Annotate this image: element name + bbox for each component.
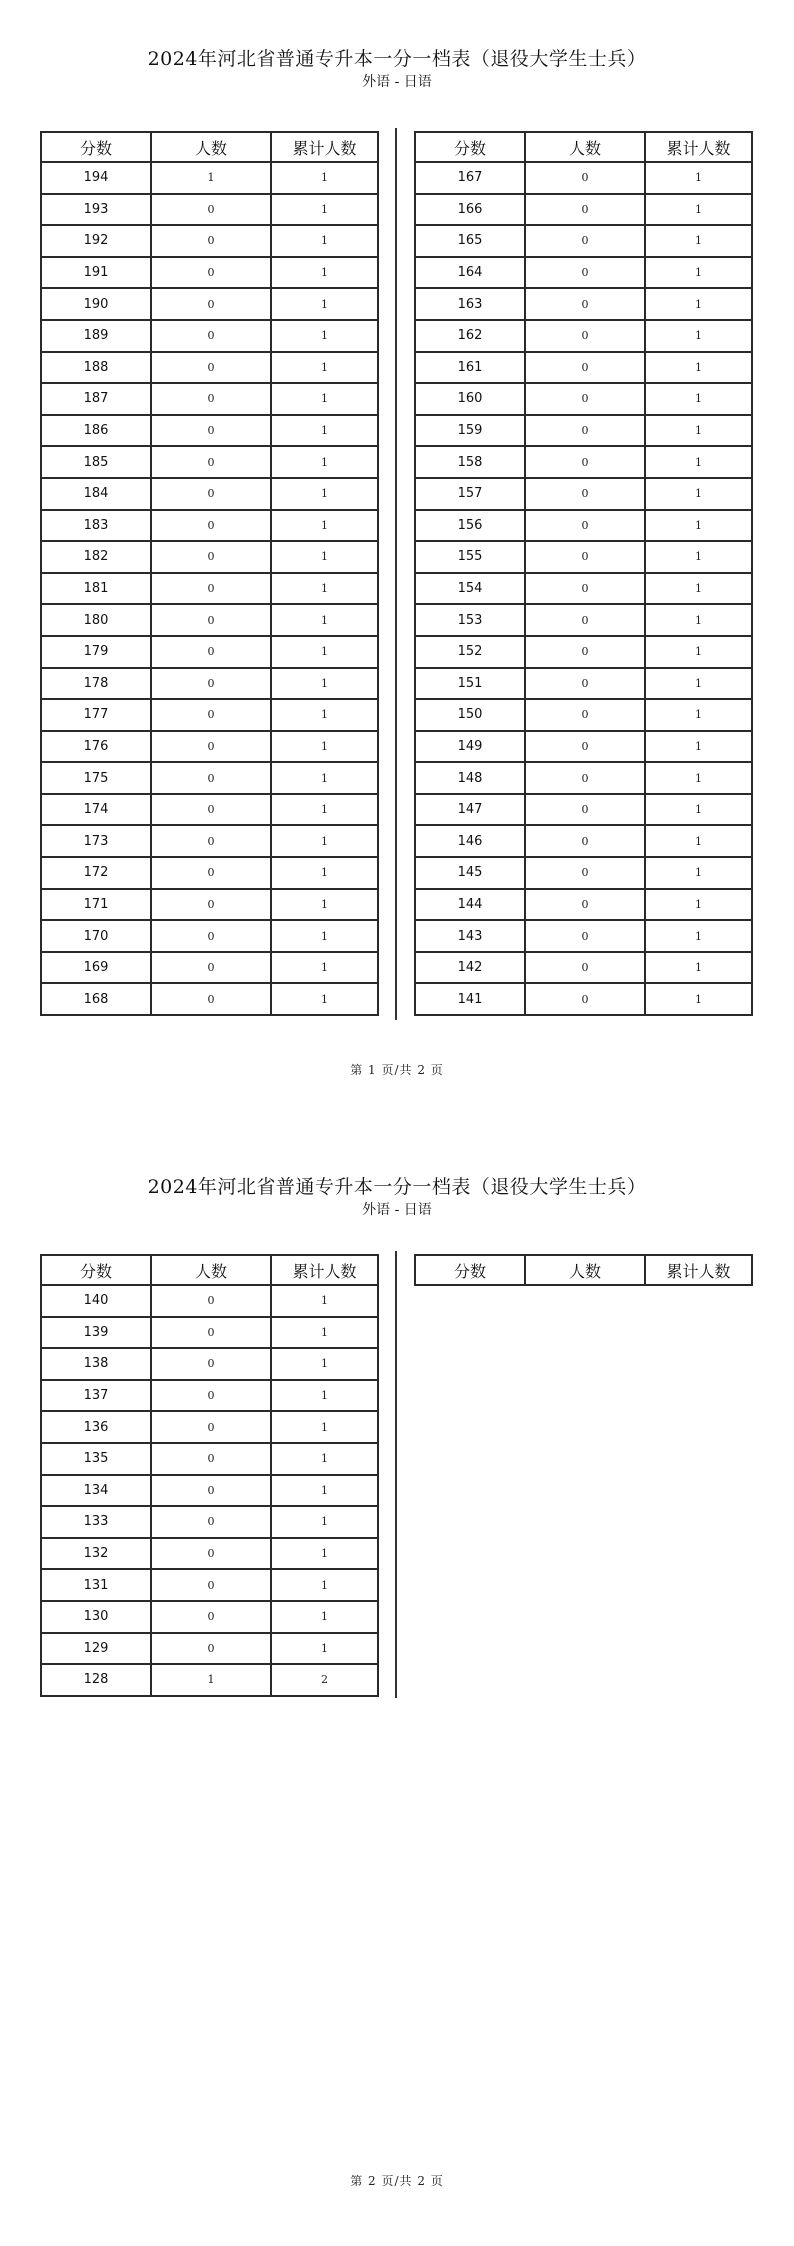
cell-count: 0 <box>151 510 271 542</box>
cell-cumulative: 1 <box>645 257 752 289</box>
table-row <box>41 288 378 320</box>
cell-score: 180 <box>41 604 151 636</box>
cell-count: 0 <box>151 478 271 510</box>
cell-score: 179 <box>41 636 151 668</box>
table-row <box>41 257 378 289</box>
cell-score: 162 <box>415 320 525 352</box>
cell-count: 0 <box>151 446 271 478</box>
table-row <box>41 1411 378 1443</box>
header-count: 人数 <box>151 1255 271 1285</box>
table-row <box>41 415 378 447</box>
cell-cumulative: 1 <box>271 194 378 226</box>
cell-count: 0 <box>525 162 645 194</box>
cell-count: 0 <box>151 762 271 794</box>
table-row <box>41 194 378 226</box>
cell-score: 178 <box>41 668 151 700</box>
cell-score: 186 <box>41 415 151 447</box>
table-row <box>41 604 378 636</box>
cell-cumulative: 1 <box>271 920 378 952</box>
table-row <box>41 636 378 668</box>
page-title: 2024年河北省普通专升本一分一档表（退役大学生士兵） <box>147 1176 647 1198</box>
cell-count: 0 <box>151 1475 271 1507</box>
cell-score: 138 <box>41 1348 151 1380</box>
cell-score: 160 <box>415 383 525 415</box>
cell-cumulative: 1 <box>271 352 378 384</box>
cell-cumulative: 1 <box>271 1348 378 1380</box>
cell-score: 134 <box>41 1475 151 1507</box>
cell-cumulative: 1 <box>271 573 378 605</box>
cell-cumulative: 1 <box>645 510 752 542</box>
table-row <box>41 478 378 510</box>
cell-score: 193 <box>41 194 151 226</box>
cell-count: 0 <box>151 288 271 320</box>
cell-score: 163 <box>415 288 525 320</box>
cell-score: 191 <box>41 257 151 289</box>
cell-cumulative: 1 <box>645 952 752 984</box>
cell-score: 167 <box>415 162 525 194</box>
cell-cumulative: 1 <box>271 1443 378 1475</box>
cell-cumulative: 1 <box>271 889 378 921</box>
cell-score: 142 <box>415 952 525 984</box>
cell-count: 0 <box>525 194 645 226</box>
cell-count: 0 <box>151 1317 271 1349</box>
cell-cumulative: 1 <box>271 1633 378 1665</box>
table-row <box>41 1443 378 1475</box>
cell-cumulative: 1 <box>645 573 752 605</box>
cell-count: 0 <box>151 225 271 257</box>
cell-cumulative: 1 <box>271 162 378 194</box>
cell-score: 181 <box>41 573 151 605</box>
cell-count: 0 <box>525 636 645 668</box>
cell-cumulative: 1 <box>645 857 752 889</box>
table-row <box>415 541 752 573</box>
table-row <box>415 446 752 478</box>
cell-count: 0 <box>525 225 645 257</box>
cell-count: 0 <box>525 541 645 573</box>
cell-count: 0 <box>151 794 271 826</box>
cell-count: 0 <box>525 510 645 542</box>
table-row <box>41 1475 378 1507</box>
cell-score: 170 <box>41 920 151 952</box>
cell-score: 141 <box>415 983 525 1015</box>
cell-count: 0 <box>151 1506 271 1538</box>
cell-score: 128 <box>41 1664 151 1696</box>
cell-score: 144 <box>415 889 525 921</box>
cell-cumulative: 1 <box>271 762 378 794</box>
cell-score: 183 <box>41 510 151 542</box>
cell-cumulative: 1 <box>271 983 378 1015</box>
cell-score: 182 <box>41 541 151 573</box>
cell-count: 0 <box>151 731 271 763</box>
cell-count: 0 <box>151 415 271 447</box>
cell-cumulative: 2 <box>271 1664 378 1696</box>
cell-score: 172 <box>41 857 151 889</box>
table-row <box>415 510 752 542</box>
cell-cumulative: 1 <box>271 636 378 668</box>
table-row <box>41 1285 378 1317</box>
cell-count: 0 <box>525 352 645 384</box>
cell-score: 165 <box>415 225 525 257</box>
cell-count: 0 <box>151 1633 271 1665</box>
cell-count: 0 <box>151 699 271 731</box>
table-row <box>41 1506 378 1538</box>
score-table-left <box>40 1254 379 1697</box>
cell-count: 0 <box>151 825 271 857</box>
table-row <box>415 383 752 415</box>
cell-cumulative: 1 <box>271 541 378 573</box>
cell-cumulative: 1 <box>645 825 752 857</box>
cell-score: 154 <box>415 573 525 605</box>
cell-cumulative: 1 <box>645 604 752 636</box>
cell-cumulative: 1 <box>271 288 378 320</box>
cell-cumulative: 1 <box>271 825 378 857</box>
cell-score: 153 <box>415 604 525 636</box>
table-row <box>41 983 378 1015</box>
cell-cumulative: 1 <box>271 857 378 889</box>
table-row <box>41 162 378 194</box>
cell-cumulative: 1 <box>271 415 378 447</box>
cell-score: 192 <box>41 225 151 257</box>
cell-score: 164 <box>415 257 525 289</box>
table-row <box>415 194 752 226</box>
cell-count: 0 <box>151 920 271 952</box>
page-title: 2024年河北省普通专升本一分一档表（退役大学生士兵） <box>147 48 647 70</box>
cell-count: 0 <box>525 857 645 889</box>
table-row <box>41 1317 378 1349</box>
cell-cumulative: 1 <box>645 225 752 257</box>
cell-count: 0 <box>151 1538 271 1570</box>
cell-count: 0 <box>525 889 645 921</box>
table-row <box>415 162 752 194</box>
cell-count: 0 <box>525 952 645 984</box>
cell-score: 145 <box>415 857 525 889</box>
table-row <box>415 288 752 320</box>
score-table-right <box>414 1254 753 1286</box>
page-footer: 第 2 页/共 2 页 <box>350 2174 444 2188</box>
cell-score: 158 <box>415 446 525 478</box>
cell-count: 0 <box>525 920 645 952</box>
table-row <box>415 825 752 857</box>
table-row <box>41 762 378 794</box>
header-count: 人数 <box>525 132 645 162</box>
cell-score: 143 <box>415 920 525 952</box>
cell-cumulative: 1 <box>271 952 378 984</box>
cell-cumulative: 1 <box>271 383 378 415</box>
cell-count: 0 <box>151 320 271 352</box>
cell-cumulative: 1 <box>271 1475 378 1507</box>
cell-count: 0 <box>525 762 645 794</box>
cell-count: 0 <box>151 541 271 573</box>
table-row <box>415 573 752 605</box>
cell-cumulative: 1 <box>645 668 752 700</box>
cell-count: 0 <box>151 636 271 668</box>
header-cumulative: 累计人数 <box>271 1255 378 1285</box>
cell-score: 169 <box>41 952 151 984</box>
header-score: 分数 <box>41 132 151 162</box>
cell-cumulative: 1 <box>645 889 752 921</box>
header-score: 分数 <box>415 1255 525 1285</box>
cell-score: 150 <box>415 699 525 731</box>
cell-score: 177 <box>41 699 151 731</box>
cell-cumulative: 1 <box>271 1538 378 1570</box>
cell-score: 176 <box>41 731 151 763</box>
cell-cumulative: 1 <box>271 604 378 636</box>
cell-cumulative: 1 <box>271 1506 378 1538</box>
cell-score: 159 <box>415 415 525 447</box>
cell-count: 0 <box>151 857 271 889</box>
cell-score: 175 <box>41 762 151 794</box>
cell-cumulative: 1 <box>645 731 752 763</box>
cell-cumulative: 1 <box>271 1569 378 1601</box>
cell-count: 0 <box>151 573 271 605</box>
cell-count: 0 <box>525 604 645 636</box>
table-row <box>415 794 752 826</box>
cell-count: 0 <box>151 952 271 984</box>
cell-cumulative: 1 <box>645 383 752 415</box>
cell-cumulative: 1 <box>645 794 752 826</box>
cell-score: 173 <box>41 825 151 857</box>
column-divider <box>395 1251 397 1698</box>
cell-count: 1 <box>151 162 271 194</box>
cell-count: 0 <box>525 320 645 352</box>
cell-count: 0 <box>525 573 645 605</box>
cell-score: 185 <box>41 446 151 478</box>
cell-cumulative: 1 <box>271 668 378 700</box>
cell-score: 136 <box>41 1411 151 1443</box>
cell-count: 0 <box>151 889 271 921</box>
cell-cumulative: 1 <box>271 731 378 763</box>
table-row <box>415 762 752 794</box>
cell-score: 184 <box>41 478 151 510</box>
header-score: 分数 <box>415 132 525 162</box>
cell-cumulative: 1 <box>645 541 752 573</box>
cell-score: 166 <box>415 194 525 226</box>
cell-count: 0 <box>151 668 271 700</box>
page-footer: 第 1 页/共 2 页 <box>350 1063 444 1077</box>
table-row <box>41 352 378 384</box>
cell-score: 157 <box>415 478 525 510</box>
cell-count: 0 <box>151 1380 271 1412</box>
cell-score: 168 <box>41 983 151 1015</box>
cell-cumulative: 1 <box>271 1380 378 1412</box>
cell-score: 194 <box>41 162 151 194</box>
cell-cumulative: 1 <box>271 1317 378 1349</box>
cell-count: 0 <box>525 983 645 1015</box>
cell-cumulative: 1 <box>645 699 752 731</box>
table-header-row <box>415 132 752 162</box>
cell-score: 140 <box>41 1285 151 1317</box>
table-row <box>41 573 378 605</box>
cell-cumulative: 1 <box>271 320 378 352</box>
cell-cumulative: 1 <box>271 794 378 826</box>
cell-score: 129 <box>41 1633 151 1665</box>
table-row <box>41 825 378 857</box>
table-row <box>41 320 378 352</box>
table-row <box>415 699 752 731</box>
header-count: 人数 <box>151 132 271 162</box>
table-row <box>41 225 378 257</box>
table-row <box>41 1633 378 1665</box>
cell-cumulative: 1 <box>271 478 378 510</box>
cell-count: 1 <box>151 1664 271 1696</box>
cell-score: 139 <box>41 1317 151 1349</box>
cell-score: 188 <box>41 352 151 384</box>
table-row <box>415 983 752 1015</box>
cell-cumulative: 1 <box>645 415 752 447</box>
table-row <box>41 541 378 573</box>
page-subtitle: 外语 - 日语 <box>362 1202 432 1218</box>
cell-score: 149 <box>415 731 525 763</box>
cell-count: 0 <box>151 1601 271 1633</box>
cell-cumulative: 1 <box>645 194 752 226</box>
cell-cumulative: 1 <box>271 446 378 478</box>
cell-score: 174 <box>41 794 151 826</box>
cell-score: 132 <box>41 1538 151 1570</box>
cell-score: 155 <box>415 541 525 573</box>
cell-count: 0 <box>525 288 645 320</box>
header-count: 人数 <box>525 1255 645 1285</box>
cell-score: 147 <box>415 794 525 826</box>
cell-count: 0 <box>151 983 271 1015</box>
table-row <box>415 668 752 700</box>
header-cumulative: 累计人数 <box>645 132 752 162</box>
table-row <box>415 320 752 352</box>
table-row <box>415 857 752 889</box>
table-row <box>415 604 752 636</box>
cell-score: 190 <box>41 288 151 320</box>
cell-count: 0 <box>151 194 271 226</box>
cell-count: 0 <box>525 731 645 763</box>
cell-count: 0 <box>151 383 271 415</box>
table-header-row <box>415 1255 752 1285</box>
table-row <box>415 636 752 668</box>
cell-cumulative: 1 <box>645 446 752 478</box>
cell-score: 161 <box>415 352 525 384</box>
cell-cumulative: 1 <box>645 983 752 1015</box>
cell-cumulative: 1 <box>271 1601 378 1633</box>
cell-count: 0 <box>151 352 271 384</box>
table-row <box>41 857 378 889</box>
table-row <box>41 1538 378 1570</box>
cell-score: 189 <box>41 320 151 352</box>
cell-count: 0 <box>151 1411 271 1443</box>
table-row <box>41 731 378 763</box>
table-row <box>415 952 752 984</box>
cell-count: 0 <box>525 415 645 447</box>
table-row <box>41 1380 378 1412</box>
cell-score: 130 <box>41 1601 151 1633</box>
table-row <box>41 1664 378 1696</box>
cell-score: 146 <box>415 825 525 857</box>
cell-cumulative: 1 <box>645 762 752 794</box>
cell-cumulative: 1 <box>645 288 752 320</box>
cell-count: 0 <box>151 604 271 636</box>
cell-count: 0 <box>525 825 645 857</box>
table-row <box>41 699 378 731</box>
table-row <box>415 257 752 289</box>
cell-score: 131 <box>41 1569 151 1601</box>
table-header-row <box>41 1255 378 1285</box>
cell-cumulative: 1 <box>645 920 752 952</box>
table-row <box>41 920 378 952</box>
column-divider <box>395 128 397 1020</box>
cell-cumulative: 1 <box>271 510 378 542</box>
cell-count: 0 <box>525 446 645 478</box>
cell-cumulative: 1 <box>645 162 752 194</box>
table-row <box>415 731 752 763</box>
table-row <box>415 478 752 510</box>
cell-score: 148 <box>415 762 525 794</box>
table-row <box>41 510 378 542</box>
cell-count: 0 <box>151 257 271 289</box>
cell-cumulative: 1 <box>645 352 752 384</box>
cell-count: 0 <box>151 1569 271 1601</box>
page-subtitle: 外语 - 日语 <box>362 74 432 90</box>
cell-count: 0 <box>525 257 645 289</box>
table-row <box>41 446 378 478</box>
table-row <box>415 225 752 257</box>
cell-count: 0 <box>525 794 645 826</box>
cell-cumulative: 1 <box>645 636 752 668</box>
cell-cumulative: 1 <box>271 1411 378 1443</box>
table-row <box>415 920 752 952</box>
cell-count: 0 <box>525 699 645 731</box>
cell-cumulative: 1 <box>645 478 752 510</box>
header-cumulative: 累计人数 <box>645 1255 752 1285</box>
cell-cumulative: 1 <box>645 320 752 352</box>
table-row <box>415 889 752 921</box>
cell-count: 0 <box>151 1285 271 1317</box>
cell-score: 156 <box>415 510 525 542</box>
header-cumulative: 累计人数 <box>271 132 378 162</box>
score-table-right <box>414 131 753 1016</box>
table-row <box>415 352 752 384</box>
table-row <box>41 794 378 826</box>
cell-score: 187 <box>41 383 151 415</box>
table-row <box>41 952 378 984</box>
cell-count: 0 <box>525 478 645 510</box>
cell-cumulative: 1 <box>271 257 378 289</box>
cell-count: 0 <box>151 1348 271 1380</box>
cell-cumulative: 1 <box>271 225 378 257</box>
cell-count: 0 <box>525 668 645 700</box>
cell-cumulative: 1 <box>271 1285 378 1317</box>
table-header-row <box>41 132 378 162</box>
cell-score: 151 <box>415 668 525 700</box>
table-row <box>41 889 378 921</box>
table-row <box>41 1569 378 1601</box>
cell-score: 152 <box>415 636 525 668</box>
table-row <box>41 668 378 700</box>
score-table-left <box>40 131 379 1016</box>
cell-count: 0 <box>151 1443 271 1475</box>
header-score: 分数 <box>41 1255 151 1285</box>
cell-count: 0 <box>525 383 645 415</box>
table-row <box>41 1348 378 1380</box>
table-row <box>41 383 378 415</box>
cell-cumulative: 1 <box>271 699 378 731</box>
table-row <box>41 1601 378 1633</box>
cell-score: 171 <box>41 889 151 921</box>
cell-score: 137 <box>41 1380 151 1412</box>
table-row <box>415 415 752 447</box>
cell-score: 133 <box>41 1506 151 1538</box>
cell-score: 135 <box>41 1443 151 1475</box>
